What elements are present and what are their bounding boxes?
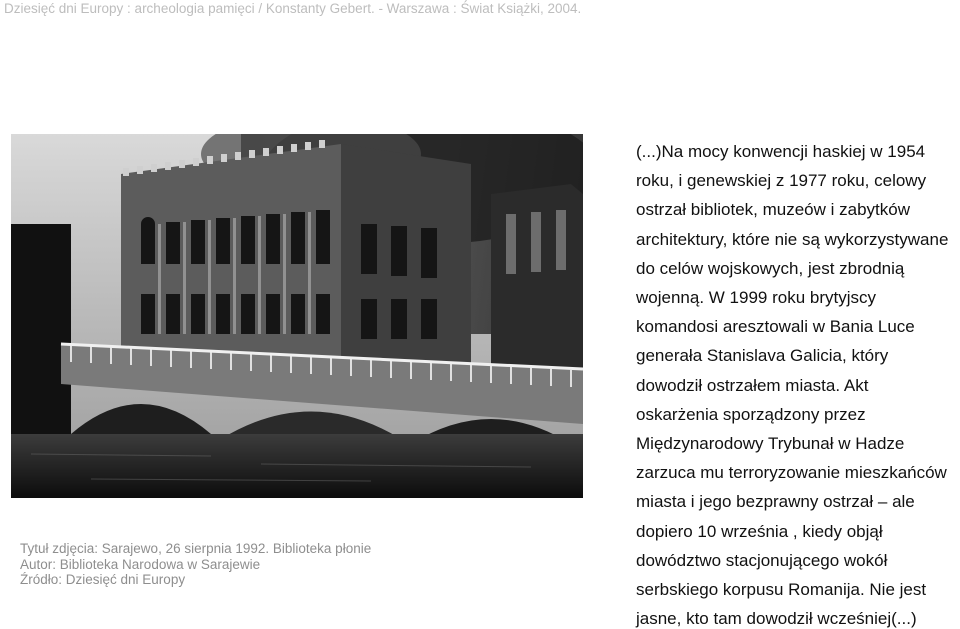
caption-author: Autor: Biblioteka Narodowa w Sarajewie	[20, 556, 261, 572]
caption-title: Tytuł zdjęcia: Sarajewo, 26 sierpnia 1992. Biblioteka płonie	[20, 541, 372, 556]
quote-text	[636, 137, 958, 629]
caption-source: Źródło: Dziesięć dni Europy	[20, 572, 186, 587]
quote-line: do celów wojskowych, jest zbrodnią	[636, 258, 905, 278]
quote-line: dowodził ostrzałem miasta. Akt	[636, 375, 869, 395]
citation-line: Dziesięć dni Europy : archeologia pamięci / Konstanty Gebert. - Warszawa : Świat Książki, 2004.	[4, 1, 582, 16]
quote-line: ostrzał bibliotek, muzeów i zabytków	[636, 200, 911, 220]
quote-line: dopiero 10 września , kiedy objął	[636, 521, 883, 541]
quote-line: generała Stanislava Galicia, który	[636, 346, 889, 366]
quote-line: miasta i jego bezprawny ostrzał – ale	[636, 492, 915, 512]
quote-line: Międzynarodowy Trybunał w Hadze	[636, 434, 905, 454]
quote-line: komandosi aresztowali w Bania Luce	[636, 317, 915, 337]
quote-line: roku, i genewskiej z 1977 roku, celowy	[636, 171, 927, 191]
quote-line: jasne, kto tam dowodził wcześniej(...)	[636, 609, 917, 629]
quote-line: serbskiego korpusu Romanija. Nie jest	[636, 580, 927, 600]
library-burning-photo	[11, 134, 583, 498]
quote-line: (...)Na mocy konwencji haskiej w 1954	[636, 142, 926, 161]
quote-line: oskarżenia sporządzony przez	[636, 404, 866, 424]
quote-line: dowództwo stacjonującego wokół	[636, 550, 888, 570]
quote-line: wojenną. W 1999 roku brytyjscy	[636, 288, 876, 308]
quote-line: zarzuca mu terroryzowanie mieszkańców	[636, 463, 947, 483]
quote-line: architektury, które nie są wykorzystywane	[636, 229, 949, 249]
photo-caption	[20, 541, 371, 588]
